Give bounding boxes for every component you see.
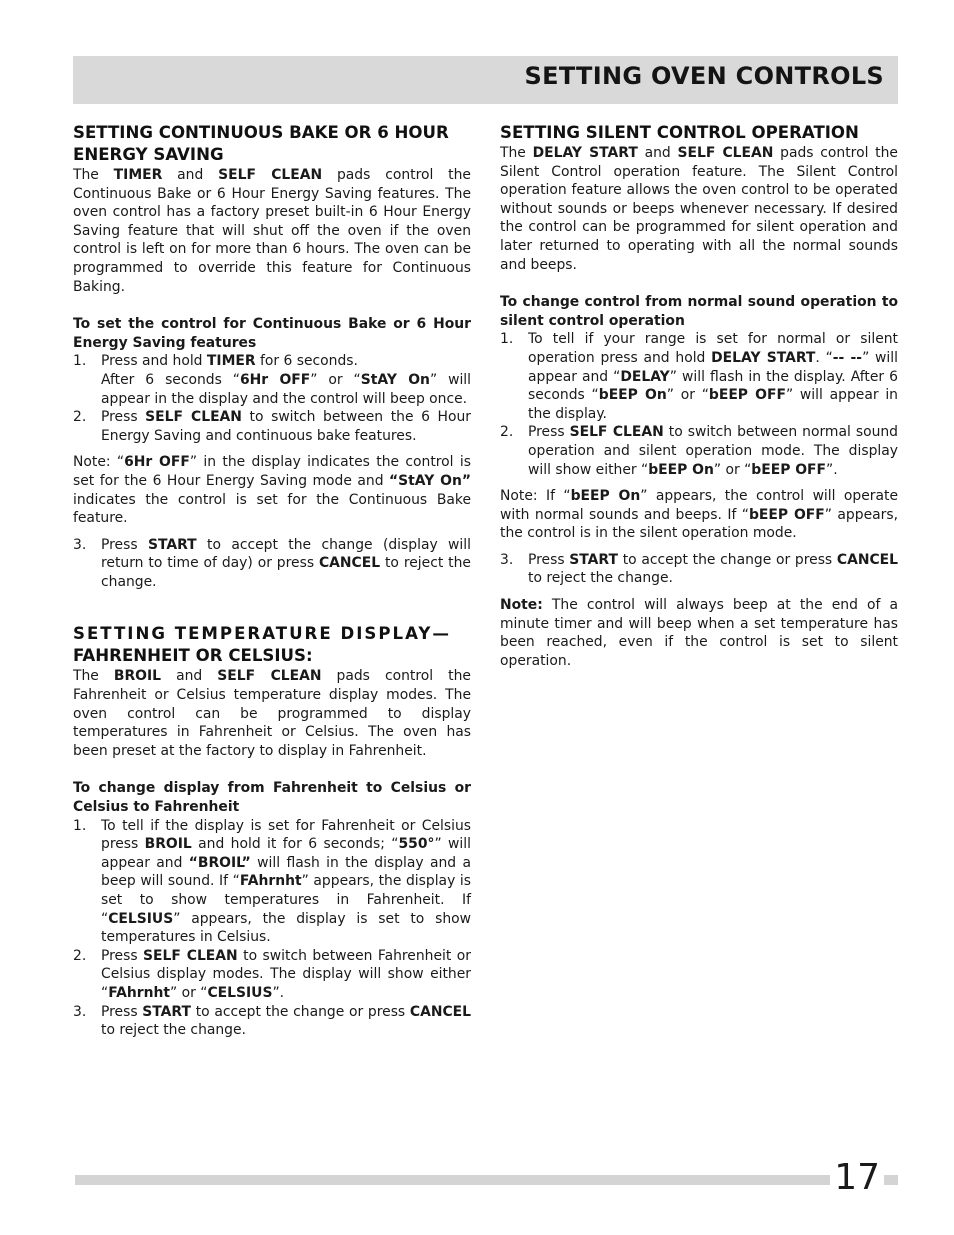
bold-term: SELF CLEAN <box>677 145 774 161</box>
step-text: After 6 seconds “6Hr OFF” or “StAY On” will appear in the display and the control will beep once. <box>101 371 472 407</box>
silent-control-subheading: To change control from normal sound operation to silent control operation <box>500 294 898 329</box>
silent-control-steps <box>500 330 898 479</box>
bold-term: bEEP On <box>648 461 714 478</box>
bold-term: bEEP On <box>570 488 641 505</box>
bold-term: “BROIL” <box>188 854 251 871</box>
bold-term: CELSIUS <box>207 984 273 1001</box>
step-item <box>73 1003 471 1040</box>
bold-term: bEEP OFF <box>708 387 786 404</box>
silent-control-final-note: Note: The control will always beep at the end of a minute timer and will beep when a set temperature has been reached, even if the control is set to silent operation. <box>500 597 898 669</box>
step-number: 2. <box>73 409 87 426</box>
bold-term: 6Hr OFF <box>124 454 190 471</box>
bold-term: SELF CLEAN <box>145 409 242 426</box>
bold-term: 550° <box>398 836 435 853</box>
bold-term: FAhrnht <box>239 873 302 890</box>
step-item <box>500 551 898 588</box>
step-text: Press START to accept the change or press CANCEL to reject the change. <box>101 1003 471 1039</box>
step-number: 2. <box>500 424 514 441</box>
bold-term: -- -- <box>832 349 863 366</box>
continuous-bake-steps <box>73 352 471 445</box>
bold-term: SELF CLEAN <box>218 167 323 183</box>
step-number: 1. <box>500 331 514 348</box>
step-number: 3. <box>73 536 87 553</box>
step-text: Press and hold TIMER for 6 seconds. <box>101 353 358 370</box>
step-number: 1. <box>73 353 87 370</box>
step-number: 3. <box>73 1003 87 1020</box>
step-text: Press START to accept the change or press CANCEL to reject the change. <box>528 551 898 587</box>
bold-term: START <box>142 1003 191 1020</box>
silent-control-heading: SETTING SILENT CONTROL OPERATION <box>500 123 859 142</box>
step-text: To tell if your range is set for normal or silent operation press and hold DELAY START. “-- --” will appear and “DELAY” will flash in the display. After 6 seconds “bEEP On” or “bEEP OFF” will appear in the display. <box>528 331 898 422</box>
temperature-display-steps <box>73 817 471 1040</box>
step-item <box>73 352 471 408</box>
bold-term: bEEP On <box>598 387 667 404</box>
silent-control-steps-final <box>500 551 898 588</box>
bold-term: START <box>569 551 618 568</box>
step-item <box>500 423 898 479</box>
bold-term: TIMER <box>113 167 163 183</box>
step-number: 2. <box>73 947 87 964</box>
continuous-bake-steps-final <box>73 536 471 592</box>
silent-control-intro: The DELAY START and SELF CLEAN pads control the Silent Control operation feature. The Silent Control operation feature allows the oven control to be operated without sounds or beeps whenever necessary. If desired the control can be programmed for silent operation and later returned to operating with all the normal sounds and beeps. <box>500 145 898 273</box>
bold-term: “StAY On” <box>389 472 471 489</box>
bold-term: START <box>147 536 197 553</box>
bold-term: DELAY START <box>532 145 638 161</box>
bold-term: CELSIUS <box>108 910 174 927</box>
header-banner <box>73 56 898 104</box>
continuous-bake-note: Note: “6Hr OFF” in the display indicates the control is set for the 6 Hour Energy Saving mode and “StAY On” indicates the control is set for the Continuous Bake feature. <box>73 454 471 527</box>
temperature-display-heading-line1: SETTING TEMPERATURE DISPLAY— <box>73 624 451 644</box>
bold-term: CANCEL <box>409 1003 471 1020</box>
step-text: Press START to accept the change (display will return to time of day) or press CANCEL to reject the change. <box>101 536 471 590</box>
bold-term: TIMER <box>206 353 256 370</box>
left-column <box>73 122 471 1040</box>
bold-term: DELAY START <box>711 349 816 366</box>
step-item <box>73 947 471 1003</box>
bold-term: bEEP OFF <box>751 461 827 478</box>
temperature-display-intro: The BROIL and SELF CLEAN pads control the Fahrenheit or Celsius temperature display modes. The oven control can be programmed to display temperatures in Fahrenheit or Celsius. The oven has been preset at the factory to display in Fahrenheit. <box>73 668 471 759</box>
step-item <box>500 330 898 423</box>
bold-term: Note: <box>500 597 543 614</box>
bold-term: CANCEL <box>318 555 381 572</box>
bold-term: BROIL <box>144 836 192 853</box>
continuous-bake-subheading: To set the control for Continuous Bake or 6 Hour Energy Saving features <box>73 316 471 351</box>
step-text: To tell if the display is set for Fahrenheit or Celsius press BROIL and hold it for 6 seconds; “550°” will appear and “BROIL” will flash in the display and a beep will sound. If “FAhrnht” appears, the display is set to show temperatures in Fahrenheit. If “CELSIUS” appears, the display is set to show temperatures in Celsius. <box>101 817 471 946</box>
step-item <box>73 817 471 947</box>
step-item <box>73 408 471 445</box>
right-column <box>500 122 898 670</box>
continuous-bake-intro: The TIMER and SELF CLEAN pads control the Continuous Bake or 6 Hour Energy Saving features. The oven control has a factory preset built-in 6 Hour Energy Saving feature that will shut off the oven if the oven control is left on for more than 6 hours. The oven can be programmed to override this feature for Continuous Baking. <box>73 167 471 295</box>
step-text: Press SELF CLEAN to switch between the 6 Hour Energy Saving and continuous bake features. <box>101 409 471 444</box>
step-text: Press SELF CLEAN to switch between normal sound operation and silent operation mode. The display will show either “bEEP On” or “bEEP OFF”. <box>528 424 898 478</box>
silent-control-note: Note: If “bEEP On” appears, the control will operate with normal sounds and beeps. If “bEEP OFF” appears, the control is in the silent operation mode. <box>500 488 899 542</box>
bold-term: SELF CLEAN <box>143 947 238 964</box>
bold-term: FAhrnht <box>108 984 171 1001</box>
step-number: 1. <box>73 817 87 834</box>
step-text: Press SELF CLEAN to switch between Fahrenheit or Celsius display modes. The display will show either “FAhrnht” or “CELSIUS”. <box>101 947 471 1001</box>
page-number: 17 <box>830 1158 884 1198</box>
page-title: SETTING OVEN CONTROLS <box>524 62 884 90</box>
bold-term: DELAY <box>620 368 670 385</box>
step-number: 3. <box>500 551 514 568</box>
step-item <box>73 536 471 592</box>
temperature-display-subheading: To change display from Fahrenheit to Celsius or Celsius to Fahrenheit <box>73 780 471 816</box>
bold-term: BROIL <box>113 668 162 685</box>
bold-term: SELF CLEAN <box>569 424 664 441</box>
footer-bar <box>75 1175 898 1185</box>
bold-term: bEEP OFF <box>748 506 825 523</box>
continuous-bake-heading: SETTING CONTINUOUS BAKE OR 6 HOUR ENERGY SAVING <box>73 123 449 164</box>
bold-term: StAY On <box>360 371 430 388</box>
bold-term: 6Hr OFF <box>239 371 311 388</box>
temperature-display-heading-line2: FAHRENHEIT OR CELSIUS: <box>73 646 313 666</box>
bold-term: SELF CLEAN <box>217 668 322 685</box>
bold-term: CANCEL <box>836 551 898 568</box>
